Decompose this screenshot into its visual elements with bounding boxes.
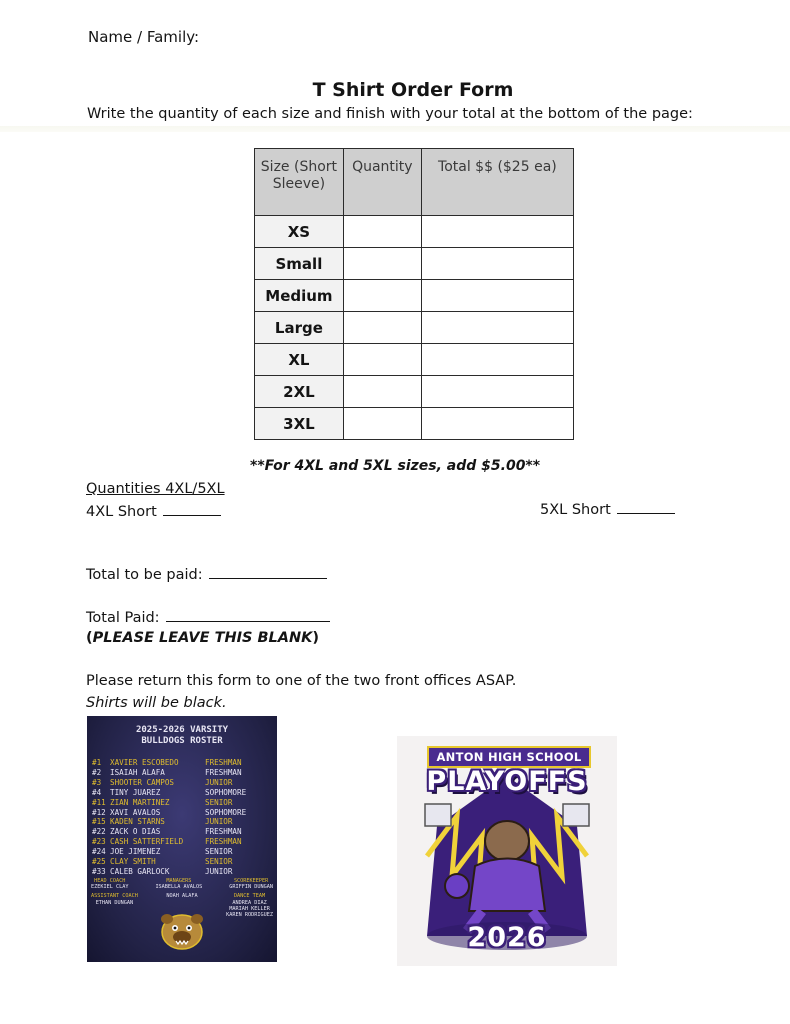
total-due-blank[interactable] bbox=[209, 566, 327, 579]
player-year: FRESHMAN bbox=[205, 758, 242, 767]
player-name: XAVIER ESCOBEDO bbox=[110, 758, 179, 767]
size-column-header: Size (Short Sleeve) bbox=[255, 149, 344, 216]
roster-row bbox=[92, 808, 276, 818]
player-name: ISAIAH ALAFA bbox=[110, 767, 165, 777]
total-column-header: Total $$ ($25 ea) bbox=[421, 149, 573, 216]
total-cell[interactable] bbox=[421, 408, 573, 440]
dance-team-1: ANDREA DIAZ bbox=[232, 899, 267, 906]
scan-artifact bbox=[0, 126, 790, 132]
paren-open: ( bbox=[86, 630, 93, 646]
player-year: SOPHOMORE bbox=[205, 807, 247, 817]
player-year: SOPHOMORE bbox=[205, 787, 247, 797]
player-name: KADEN STARNS bbox=[110, 817, 165, 827]
roster-title bbox=[87, 725, 277, 747]
dance-team-2: MARIAH KELLER bbox=[229, 905, 270, 912]
player-year: SENIOR bbox=[205, 847, 233, 857]
player-number: #33 bbox=[92, 866, 106, 876]
playoffs-headline: PLAYOFFS bbox=[426, 766, 588, 797]
size-order-table bbox=[254, 148, 574, 440]
assistant-coach: ETHAN DUNGAN bbox=[95, 899, 134, 906]
playoffs-graphic bbox=[397, 736, 617, 966]
quantity-cell[interactable] bbox=[343, 344, 421, 376]
size-label: Small bbox=[255, 248, 344, 280]
head-coach: EZEKIEL CLAY bbox=[91, 884, 129, 891]
paren-close: ) bbox=[312, 630, 320, 646]
roster-title-line2: BULLDOGS ROSTER bbox=[141, 736, 223, 746]
player-year: FRESHMAN bbox=[205, 827, 242, 837]
dance-team-label: DANCE TEAM bbox=[233, 893, 266, 900]
player-number: #3 bbox=[92, 777, 102, 787]
scorekeeper-label: SCOREKEEPER bbox=[233, 878, 269, 884]
total-paid-label: Total Paid: bbox=[86, 610, 160, 626]
player-year: SENIOR bbox=[205, 797, 233, 807]
player-year: JUNIOR bbox=[205, 866, 233, 876]
player-number: #2 bbox=[92, 767, 102, 777]
size-label: 2XL bbox=[255, 376, 344, 408]
size-row bbox=[255, 248, 574, 280]
total-due-row bbox=[86, 566, 327, 583]
player-number: #25 bbox=[92, 857, 106, 867]
player-name: TINY JUAREZ bbox=[110, 787, 161, 797]
player-year: SENIOR bbox=[205, 857, 233, 867]
leave-blank-text: PLEASE LEAVE THIS BLANK bbox=[92, 630, 313, 646]
xl5-quantity-blank[interactable] bbox=[617, 501, 675, 514]
roster-image bbox=[87, 716, 277, 962]
quantity-cell[interactable] bbox=[343, 280, 421, 312]
total-cell[interactable] bbox=[421, 344, 573, 376]
quantity-cell[interactable] bbox=[343, 408, 421, 440]
total-paid-row bbox=[86, 609, 330, 626]
size-row bbox=[255, 376, 574, 408]
bulldog-mascot-icon bbox=[157, 908, 207, 952]
roster-title-line1: 2025-2026 VARSITY bbox=[135, 725, 229, 735]
leave-blank-note bbox=[86, 630, 319, 646]
managers: ISABELLA AVALOS bbox=[155, 884, 203, 891]
player-name: ZACK O DIAS bbox=[110, 827, 161, 837]
size-label: XS bbox=[255, 216, 344, 248]
xl4-label: 4XL Short bbox=[86, 504, 157, 520]
quantity-cell[interactable] bbox=[343, 248, 421, 280]
xl4-quantity-blank[interactable] bbox=[163, 503, 221, 516]
quantity-cell[interactable] bbox=[343, 216, 421, 248]
player-name: JOE JIMENEZ bbox=[110, 847, 161, 857]
player-name: XAVI AVALOS bbox=[110, 807, 161, 817]
roster-row bbox=[92, 827, 276, 837]
school-name-banner: ANTON HIGH SCHOOL bbox=[427, 746, 591, 768]
return-instruction: Please return this form to one of the two front offices ASAP. bbox=[86, 673, 517, 689]
player-number: #15 bbox=[92, 817, 106, 827]
instructions: Write the quantity of each size and finish with your total at the bottom of the page: bbox=[87, 106, 693, 122]
roster-row bbox=[92, 788, 276, 798]
roster-row bbox=[92, 817, 276, 827]
size-row bbox=[255, 312, 574, 344]
xl5-label: 5XL Short bbox=[540, 502, 611, 518]
quantity-column-header: Quantity bbox=[343, 149, 421, 216]
quantity-cell[interactable] bbox=[343, 312, 421, 344]
total-cell[interactable] bbox=[421, 376, 573, 408]
player-number: #24 bbox=[92, 847, 106, 857]
extra-sizes-heading: Quantities 4XL/5XL bbox=[86, 481, 225, 497]
xl5-row bbox=[540, 501, 675, 518]
size-row bbox=[255, 216, 574, 248]
head-coach-label: HEAD COACH bbox=[94, 878, 126, 884]
assistant-coach-label: ASSISTANT COACH bbox=[91, 893, 138, 900]
xl4-row bbox=[86, 503, 221, 520]
player-year: JUNIOR bbox=[205, 777, 233, 787]
player-number: #12 bbox=[92, 807, 106, 817]
player-number: #1 bbox=[92, 758, 102, 767]
player-year: JUNIOR bbox=[205, 817, 233, 827]
size-label: 3XL bbox=[255, 408, 344, 440]
player-name: CASH SATTERFIELD bbox=[110, 837, 184, 847]
player-name: ZIAN MARTINEZ bbox=[110, 797, 170, 807]
scorekeeper: GRIFFIN DUNGAN bbox=[229, 884, 273, 891]
dance-team-3: KAREN RODRIGUEZ bbox=[226, 912, 273, 919]
total-paid-blank[interactable] bbox=[166, 609, 330, 622]
roster-row bbox=[92, 857, 276, 867]
size-label: Large bbox=[255, 312, 344, 344]
name-family-label: Name / Family: bbox=[88, 28, 200, 46]
player-year: FRESHMAN bbox=[205, 767, 242, 777]
size-label: Medium bbox=[255, 280, 344, 312]
player-number: #11 bbox=[92, 797, 106, 807]
playoffs-year: 2026 bbox=[467, 922, 547, 953]
roster-list bbox=[92, 758, 276, 877]
size-row bbox=[255, 408, 574, 440]
total-cell[interactable] bbox=[421, 312, 573, 344]
player-year: FRESHMAN bbox=[205, 837, 242, 847]
page-title: T Shirt Order Form bbox=[312, 79, 514, 101]
roster-row bbox=[92, 768, 276, 778]
player-number: #4 bbox=[92, 787, 102, 797]
player-number: #22 bbox=[92, 827, 106, 837]
managers-label: MANAGERS bbox=[166, 878, 192, 884]
player-name: CLAY SMITH bbox=[110, 857, 156, 867]
roster-row bbox=[92, 798, 276, 808]
total-cell[interactable] bbox=[421, 280, 573, 312]
managers-second: NOAH ALAFA bbox=[166, 893, 198, 900]
size-row bbox=[255, 344, 574, 376]
size-row bbox=[255, 280, 574, 312]
player-name: CALEB GARLOCK bbox=[110, 866, 170, 876]
xl-surcharge-note: **For 4XL and 5XL sizes, add $5.00** bbox=[250, 458, 541, 474]
player-number: #23 bbox=[92, 837, 106, 847]
roster-row bbox=[92, 837, 276, 847]
total-cell[interactable] bbox=[421, 248, 573, 280]
quantity-cell[interactable] bbox=[343, 376, 421, 408]
total-cell[interactable] bbox=[421, 216, 573, 248]
player-name: SHOOTER CAMPOS bbox=[110, 777, 175, 787]
roster-row bbox=[92, 867, 276, 877]
shirt-color-note: Shirts will be black. bbox=[86, 695, 227, 711]
roster-row bbox=[92, 778, 276, 788]
roster-row bbox=[92, 847, 276, 857]
total-due-label: Total to be paid: bbox=[86, 567, 203, 583]
size-label: XL bbox=[255, 344, 344, 376]
roster-row bbox=[92, 758, 276, 768]
